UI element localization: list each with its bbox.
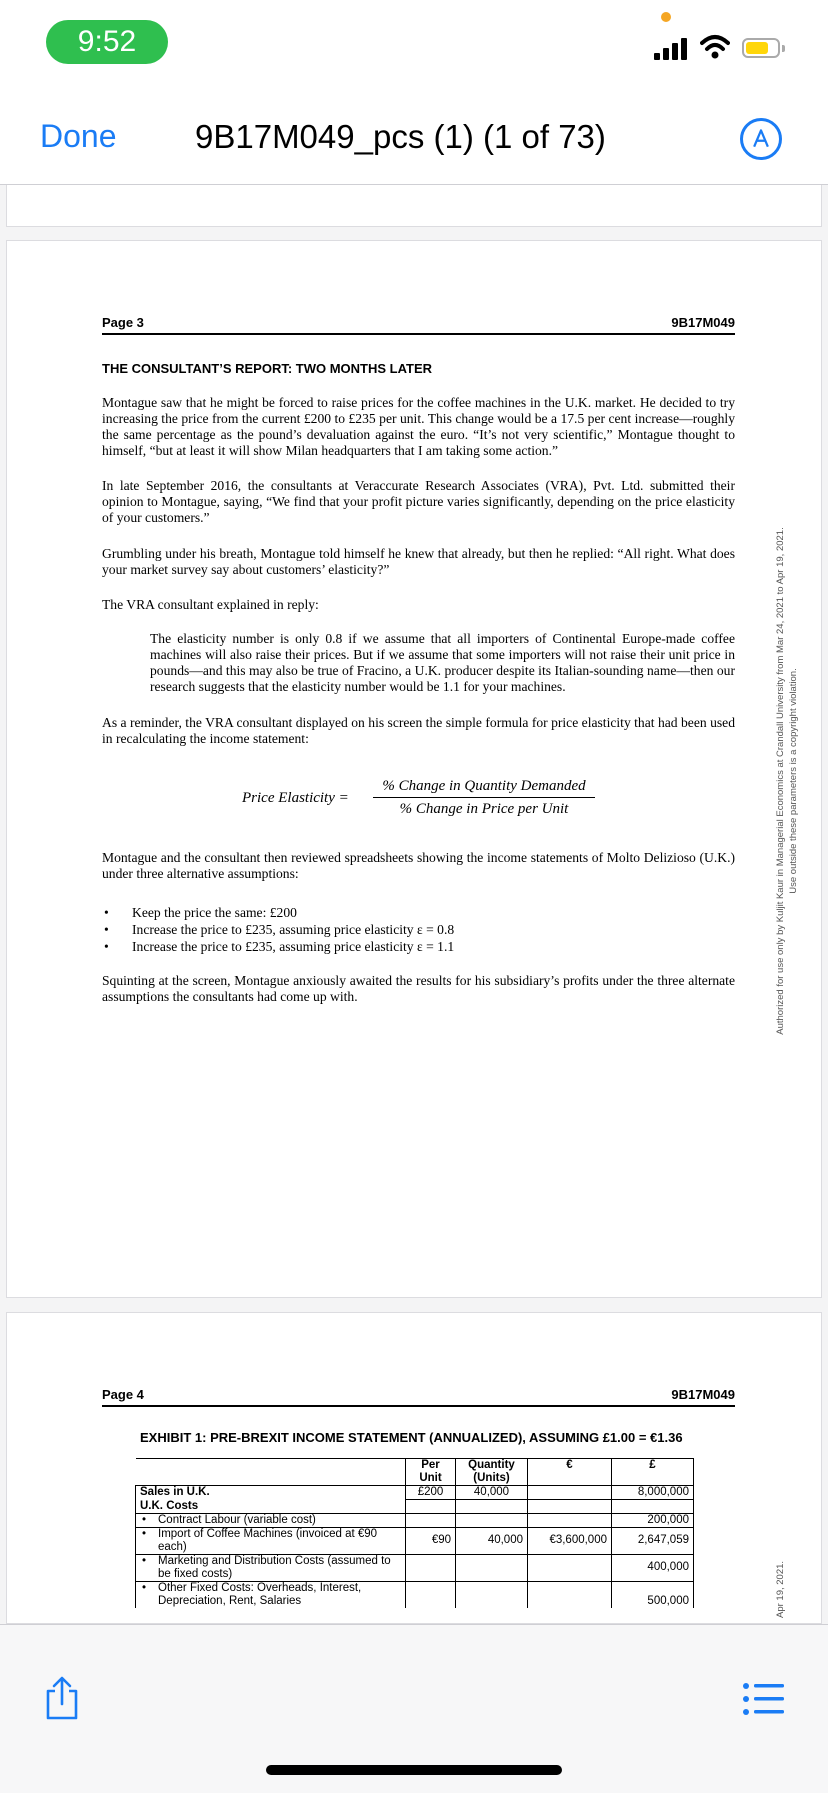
- column-header: £: [612, 1459, 694, 1486]
- document-title: 9B17M049_pcs (1) (1 of 73): [195, 118, 606, 155]
- case-code: 9B17M049: [671, 315, 735, 330]
- formula-fraction: [373, 778, 595, 818]
- row-label: • Import of Coffee Machines (invoiced at €90 each): [136, 1527, 406, 1554]
- paragraph: Montague saw that he might be forced to raise prices for the coffee machines in the U.K. market. He decided to try increasing the price from the current £200 to £235 per unit. This change would be a 17.5 per cent increase—roughly the same percentage as the pound’s devaluation against the euro. “It’s not very scientific,” Montague thought to himself, “but at least it will show Milan headquarters that I am taking some action.”: [102, 395, 735, 458]
- paragraph: Montague and the consultant then reviewed spreadsheets showing the income statements of Molto Delizioso (U.K.) under three alternative assumptions:: [102, 850, 735, 881]
- formula-numerator: % Change in Quantity Demanded: [382, 778, 586, 794]
- table-row: [136, 1581, 694, 1608]
- table-row: [136, 1527, 694, 1554]
- page-number: Page 3: [102, 315, 144, 330]
- column-header: €: [528, 1459, 612, 1486]
- previous-page-edge: [6, 185, 822, 227]
- page-header: [102, 1385, 735, 1407]
- cell: 500,000: [612, 1581, 694, 1608]
- pdf-page-3: [6, 240, 822, 1298]
- cell: 40,000: [456, 1527, 528, 1554]
- paragraph: Squinting at the screen, Montague anxiously awaited the results for his subsidiary’s profits under the three alternate assumptions the consultants had come up with.: [102, 973, 735, 1004]
- cell: 40,000: [456, 1486, 528, 1500]
- list-item: • Keep the price the same: £200: [102, 904, 735, 921]
- income-statement-table: [135, 1458, 694, 1608]
- page-header: [102, 313, 735, 335]
- table-header-row: [136, 1459, 694, 1486]
- pdf-page-4: [6, 1312, 822, 1624]
- outline-list-icon[interactable]: [742, 1681, 784, 1717]
- done-button[interactable]: Done: [40, 118, 117, 154]
- block-quote: The elasticity number is only 0.8 if we assume that all importers of Continental Europe-made coffee machines will also raise their prices. But if we assume that some importers will not raise their unit price in pounds—and this may also be true of Fracino, a U.K. producer despite its Italian-sounding name—then our research suggests that the elasticity number would be 1.1 for your machines.: [150, 631, 735, 694]
- row-label: • Marketing and Distribution Costs (assumed to be fixed costs): [136, 1554, 406, 1581]
- wifi-icon: [700, 34, 730, 60]
- paragraph: Grumbling under his breath, Montague told himself he knew that already, but then he replied: “All right. What does your market survey say about customers’ elasticity?”: [102, 546, 735, 577]
- battery-icon: [742, 38, 780, 58]
- cell: 2,647,059: [612, 1527, 694, 1554]
- share-icon[interactable]: [42, 1675, 82, 1721]
- cell: 400,000: [612, 1554, 694, 1581]
- watermark-line: Authorized for use only by Kuljit Kaur in Managerial Economics at Crandall University from Mar 24, 2021 to Apr 19, 2021.: [775, 527, 786, 1035]
- cell: €3,600,000: [528, 1527, 612, 1554]
- row-label: • Contract Labour (variable cost): [136, 1513, 406, 1527]
- privacy-indicator-dot: [661, 12, 671, 22]
- copyright-watermark: [774, 501, 814, 1061]
- status-time: 9:52: [46, 20, 168, 64]
- exhibit-title: EXHIBIT 1: PRE-BREXIT INCOME STATEMENT (ANNUALIZED), ASSUMING £1.00 = €1.36: [140, 1430, 683, 1445]
- list-item: • Increase the price to £235, assuming price elasticity ε = 1.1: [102, 938, 735, 955]
- page-number: Page 4: [102, 1387, 144, 1402]
- formula-lhs: Price Elasticity =: [242, 790, 349, 806]
- table-row: [136, 1486, 694, 1500]
- list-item: • Increase the price to £235, assuming price elasticity ε = 0.8: [102, 921, 735, 938]
- paragraph: The VRA consultant explained in reply:: [102, 597, 319, 612]
- cell: 200,000: [612, 1513, 694, 1527]
- column-header: Quantity (Units): [456, 1459, 528, 1486]
- watermark-line: Use outside these parameters is a copyright violation.: [788, 668, 799, 894]
- row-label: Sales in U.K.: [136, 1486, 406, 1500]
- cell: 8,000,000: [612, 1486, 694, 1500]
- assumption-list: [102, 904, 735, 955]
- navigation-bar: [0, 90, 828, 185]
- cellular-signal-icon: [654, 36, 690, 60]
- table-row: [136, 1500, 694, 1514]
- status-bar: [0, 0, 828, 90]
- cell: £200: [406, 1486, 456, 1500]
- formula-denominator: % Change in Price per Unit: [399, 801, 569, 817]
- cell: €90: [406, 1527, 456, 1554]
- markup-icon[interactable]: [740, 118, 782, 160]
- row-label: U.K. Costs: [136, 1500, 406, 1514]
- paragraph: As a reminder, the VRA consultant displayed on his screen the simple formula for price elasticity that had been used in recalculating the income statement:: [102, 715, 735, 746]
- home-indicator[interactable]: [266, 1765, 562, 1775]
- case-code: 9B17M049: [671, 1387, 735, 1402]
- bottom-toolbar: [0, 1624, 828, 1793]
- paragraph: In late September 2016, the consultants at Veraccurate Research Associates (VRA), Pvt. Ltd. submitted their opinion to Montague, saying, “We find that your profit picture varies significantly, depending on the price elasticity of your customers.”: [102, 478, 735, 525]
- copyright-watermark: Apr 19, 2021.: [775, 1560, 786, 1618]
- column-header: Per Unit: [406, 1459, 456, 1486]
- table-row: [136, 1513, 694, 1527]
- row-label: • Other Fixed Costs: Overheads, Interest, Depreciation, Rent, Salaries: [136, 1581, 406, 1608]
- section-title: THE CONSULTANT’S REPORT: TWO MONTHS LATER: [102, 361, 433, 376]
- table-row: [136, 1554, 694, 1581]
